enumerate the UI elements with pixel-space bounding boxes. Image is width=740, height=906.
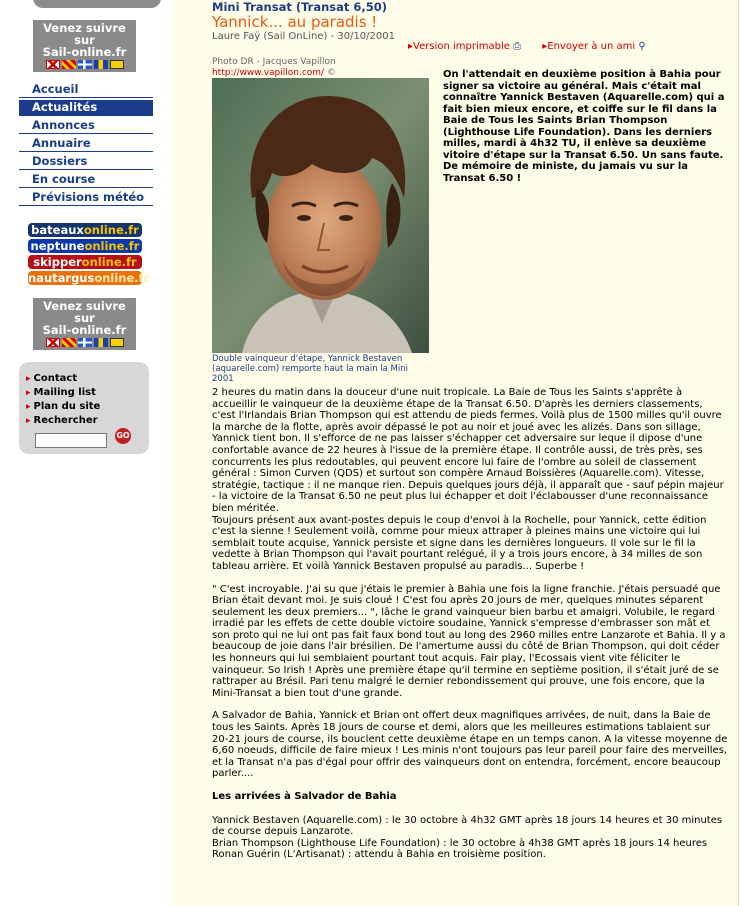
printer-icon: ⎙: [513, 41, 522, 52]
arrow-right-icon: ▸: [26, 388, 31, 398]
signal-flag-icon: [110, 60, 124, 69]
sidebar: [0, 0, 172, 906]
photo-credit: [212, 57, 336, 79]
nav-dossiers[interactable]: Dossiers: [19, 154, 153, 170]
partner-suffix: online.fr: [83, 223, 139, 237]
arrow-right-icon: ▸: [26, 402, 31, 412]
paragraph: 2 heures du matin dans la douceur d'une nuit tropicale. La Baie de Tous les Saints s'apprête à accueillir le vainqueur de la deuxième étape de la Transat 6.50. D'après les derniers classements, c'est l'Irlandais Brian Thompson qui est attendu de pieds fermes. Voilà plus de 1500 milles qu'il ouvre la marche de la flotte, après avoir dépassé le pot au noir et joué avec les alizés. Dans son sillage, Yannick tient bon. Il s'efforce de ne pas laisser s'échapper cet adversaire sur leque il dipose d'une confortable avance de 22 heures à l'issue de la première étape. Il contrôle aussi, de très près, ses concurrents les plus redoutables, qui peuvent encore lui faire de l'ombre au soleil de classement général : Simon Curven (QDS) et surtout son compère Arnaud Boissières (Aquarelle.com). Vitesse, stratégie, tactique : il ne manque rien. Depuis quelques jours déjà, il apparaît que - sauf pépin majeur - la victoire de la Transat 6.50 ne peut plus lui échapper et doit l'éclabousser d'une reconnaissance bien méritée.: [212, 387, 724, 514]
link-label: Rechercher: [33, 415, 98, 426]
nav-annuaire[interactable]: Annuaire: [19, 136, 153, 152]
arrival-entry: Brian Thompson (Lighthouse Life Foundation) : le 30 octobre à 4h38 GMT après 18 jours 14 heures: [212, 837, 708, 849]
banner-line3: Sail-online.fr: [42, 323, 127, 337]
page-title: Yannick... au paradis !: [212, 13, 378, 31]
arrival-entry: Ronan Guérin (L'Artisanat) : attendu à Bahia en troisième position.: [212, 849, 546, 861]
magnifier-icon: ⚲: [638, 41, 646, 52]
banner-line2: sur: [74, 311, 95, 325]
sailor-portrait: [212, 78, 429, 353]
search-input[interactable]: [35, 433, 107, 448]
article-tools: [408, 41, 664, 52]
banner-line1: Venez suivre: [43, 299, 126, 313]
signal-flag-icon: [78, 60, 92, 69]
banner-flags: [33, 338, 136, 348]
signal-flag-icon: [94, 60, 108, 69]
partner-name: neptune: [30, 239, 85, 253]
partner-neptuneonline[interactable]: [28, 239, 142, 253]
signal-flag-icon: [110, 338, 124, 347]
utility-box: [19, 362, 149, 454]
main-nav: [19, 82, 153, 208]
sail-online-banner[interactable]: [33, 20, 136, 72]
partner-name: bateaux: [31, 223, 84, 237]
photo-caption: Double vainqueur d'étape, Yannick Bestaven (aquarelle.com) remporte haut la main la Mini 2001: [212, 354, 408, 384]
nav-annonces[interactable]: Annonces: [19, 118, 153, 134]
link-label: Plan du site: [33, 401, 101, 412]
send-label: Envoyer à un ami: [547, 41, 636, 52]
arrow-right-icon: ▸: [26, 374, 31, 384]
partner-bateauxonline[interactable]: [28, 223, 142, 237]
link-label: Mailing list: [33, 387, 96, 398]
signal-flag-icon: [62, 60, 76, 69]
send-to-friend-link[interactable]: ▸Envoyer à un ami ⚲: [542, 41, 646, 52]
nav-en-course[interactable]: En course: [19, 172, 153, 188]
breadcrumb[interactable]: Mini Transat (Transat 6,50): [212, 0, 388, 14]
nav-actualites[interactable]: Actualités: [19, 100, 153, 116]
signal-flag-icon: [78, 338, 92, 347]
partner-skipperonline[interactable]: [28, 255, 142, 269]
paragraph: A Salvador de Bahia, Yannick et Brian ont offert deux magnifiques arrivées, de nuit, dans la Baie de tous les Saints. Après 18 jours de course et demi, alors que les meilleures estimations tablaient sur 20-21 jours de course, ils bouclent cette deuxième étape en un temps canon. A la vitesse moyenne de 6,60 noeuds, difficile de faire mieux ! Les minis n'ont toujours pas leur pareil pour faire des merveilles, et la Transat n'a pas d'égal pour offrir des vainqueurs dont on entendra, forcément, encore beaucoup parler....: [212, 710, 728, 780]
partner-nautargusonline[interactable]: [28, 271, 150, 285]
signal-flag-icon: [94, 338, 108, 347]
partner-name: nautargus: [28, 271, 95, 285]
nav-previsions-meteo[interactable]: Prévisions météo: [19, 190, 153, 206]
partner-suffix: online.fr: [94, 271, 150, 285]
print-label: Version imprimable: [413, 41, 510, 52]
arrivals-heading: Les arrivées à Salvador de Bahia: [212, 791, 397, 802]
photo-credit-text: Photo DR - Jacques Vapillon: [212, 57, 336, 67]
print-version-link[interactable]: ▸Version imprimable ⎙: [408, 41, 522, 52]
signal-flag-icon: [62, 338, 76, 347]
paragraph: Toujours présent aux avant-postes depuis le coup d'envoi à la Rochelle, pour Yannick, cette édition c'est la sienne ! Seulement voilà, comme pour mieux attraper à pleines mains une victoire qui lui semblait toute acquise, Yannick persiste et signe dans les dernières longueurs. Il vole sur le fil la vedette à Brian Thompson qui l'avait pourtant relégué, il y a trois jours encore, à 34 milles de son tableau arrière. Et voilà Yannick Bestaven propulsé au paradis... Superbe !: [212, 514, 707, 572]
banner-line2: sur: [74, 33, 95, 47]
banner-line1: Venez suivre: [43, 21, 126, 35]
nav-accueil[interactable]: Accueil: [19, 82, 153, 98]
banner-line3: Sail-online.fr: [42, 45, 127, 59]
sail-online-banner-2[interactable]: [33, 298, 136, 350]
signal-flag-icon: [46, 338, 60, 347]
partner-name: skipper: [33, 255, 82, 269]
partner-suffix: online.fr: [84, 239, 140, 253]
partner-suffix: online.fr: [81, 255, 137, 269]
byline: Laure Faÿ (Sail OnLine) - 30/10/2001: [212, 31, 395, 42]
signal-flag-icon: [46, 60, 60, 69]
link-contact[interactable]: [26, 372, 149, 386]
article-lead: On l'attendait en deuxième position à Bahia pour signer sa victoire au général. Mais c'était mal connaître Yannick Bestaven (Aquarelle.com) qui a fait bien mieux encore, et coiffe sur le fil dans la Baie de Tous les Saints Brian Thompson (Lighthouse Life Foundation). Dans les derniers milles, mardi à 4h32 TU, il enlève sa deuxième vitoire d'étape sur la Transat 6.50. Un sans faute. De mémoire de ministe, du jamais vu sur la Transat 6.50 !: [443, 69, 725, 184]
link-mailing-list[interactable]: [26, 386, 149, 400]
partner-links: [28, 223, 150, 287]
link-rechercher[interactable]: [26, 414, 149, 428]
article-photo: [212, 78, 429, 353]
search-form: [35, 428, 130, 448]
go-button[interactable]: GO: [115, 428, 131, 444]
article-body: [212, 387, 728, 861]
copyright-mark: ©: [326, 68, 336, 78]
arrival-entry: Yannick Bestaven (Aquarelle.com) : le 30 octobre à 4h32 GMT après 18 jours 14 heures et 30 minutes de course depuis Lanzarote.: [212, 814, 723, 838]
paragraph: " C'est incroyable. J'ai su que j'étais le premier à Bahia une fois la ligne franchie. J'étais persuadé que Brian était devant moi. Je suis cloué ! C'est fou après 20 jours de mer, quelques minutes séparent seulement les deux premiers... ", lâche le grand vainqueur bien barbu et amaigri. Volubile, le regard irradié par les effets de cette double victoire soudaine, Yannick s'empresse d'embrasser son mât et son proto qui ne lui ont pas fait faux bond tout au long des 2960 milles entre Lanzarote et Bahia. Il y a beaucoup de joie dans l'air brésilien. De l'amertume aussi du côté de Brian Thompson, qui doit céder les honneurs qui lui semblaient pourtant tout acquis. Fair play, l'Ecossais vient vite féliciter le vainqueur. So Irish ! Après une première étape qu'il termine en septième position, il s'était juré de se rattraper au Brésil. Pari tenu malgré le dernier rebondissement qui prouve, une fois encore, que la Mini-Transat a bien tout d'une grande.: [212, 583, 726, 699]
photographer-link[interactable]: http://www.vapillon.com/: [212, 68, 325, 78]
sidebar-top-cap: [33, 0, 161, 8]
banner-flags: [33, 60, 136, 70]
arrow-right-icon: ▸: [26, 416, 31, 426]
link-plan-du-site[interactable]: [26, 400, 149, 414]
article-area: [172, 0, 739, 906]
link-label: Contact: [33, 373, 78, 384]
